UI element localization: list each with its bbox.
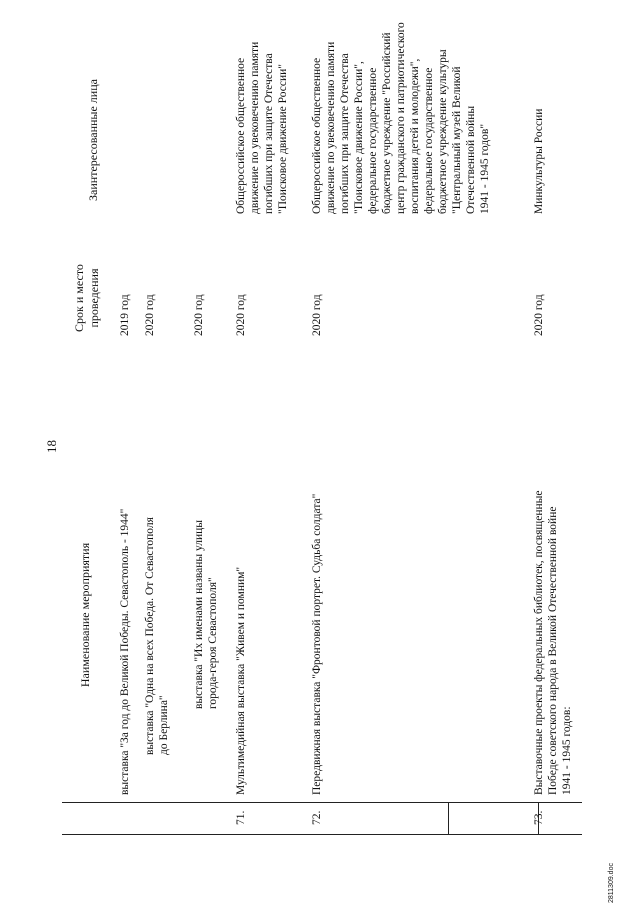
column-divider-1 — [448, 803, 449, 835]
event-name-line: Мультимедийная выставка "Живем и помним" — [235, 566, 247, 795]
column-header-term-line1: Срок и место — [72, 264, 86, 332]
page-number: 18 — [44, 440, 59, 453]
event-name-line: до Берлина" — [158, 695, 170, 755]
row-number: 73. — [533, 810, 545, 825]
event-name-line: выставка "Их именами названы улицы — [193, 519, 205, 709]
event-name-line: выставка "Одна на всех Победа. От Севастополя — [144, 517, 156, 755]
interested-party-line: погибших при защите Отечества — [339, 53, 351, 214]
event-name-line: Победе советского народа в Великой Отечественной войне — [547, 506, 559, 795]
footer-filename: 2811309.doc — [608, 863, 615, 903]
interested-party-line: погибших при защите Отечества — [263, 53, 275, 214]
interested-party-line: "Поисковое движение России", — [353, 61, 365, 214]
interested-party-line: Отечественной войны — [465, 105, 477, 214]
column-header-name: Наименование мероприятия — [78, 542, 92, 688]
event-name-line: города-героя Севастополя" — [207, 577, 219, 709]
interested-party-line: центр гражданского и патриотического — [395, 22, 407, 214]
event-name-line: 1941 - 1945 годов: — [561, 706, 573, 795]
event-term: 2020 год — [311, 294, 323, 336]
event-name-line: выставка "За год до Великой Победы. Севастополь - 1944" — [119, 508, 131, 795]
event-term: 2020 год — [144, 294, 156, 336]
interested-party-line: "Центральный музей Великой — [451, 66, 463, 214]
interested-party-line: Общероссийское общественное — [235, 57, 247, 214]
column-header-term — [72, 253, 101, 343]
row-number: 72. — [311, 810, 323, 825]
event-term: 2019 год — [119, 294, 131, 336]
header-name-cell — [62, 803, 448, 835]
event-name-line: Выставочные проекты федеральных библиотек, посвященные — [533, 490, 545, 795]
interested-party-line: бюджетное учреждение "Российский — [381, 32, 393, 214]
interested-party-line: движение по увековечению памяти — [325, 41, 337, 214]
interested-party-line: федеральное государственное — [423, 67, 435, 214]
column-header-term-line2: проведения — [86, 268, 101, 328]
event-term: 2020 год — [235, 294, 247, 336]
interested-party-line: движение по увековечению памяти — [249, 41, 261, 214]
interested-party-line: "Поисковое движение России" — [277, 64, 289, 214]
interested-party-line: воспитания детей и молодежи", — [409, 58, 421, 214]
interested-party-line: Общероссийское общественное — [311, 57, 323, 214]
interested-party-line: федеральное государственное — [367, 67, 379, 214]
event-term: 2020 год — [193, 294, 205, 336]
interested-party-line: Минкультуры России — [533, 108, 545, 214]
row-number: 71. — [235, 810, 247, 825]
interested-party-line: 1941 - 1945 годов" — [479, 123, 491, 214]
column-header-parties: Заинтересованные лица — [86, 79, 100, 201]
interested-party-line: бюджетное учреждение культуры — [437, 49, 449, 214]
event-name-line: Передвижная выставка "Фронтовой портрет. Судьба солдата" — [311, 493, 323, 795]
event-term: 2020 год — [533, 294, 545, 336]
